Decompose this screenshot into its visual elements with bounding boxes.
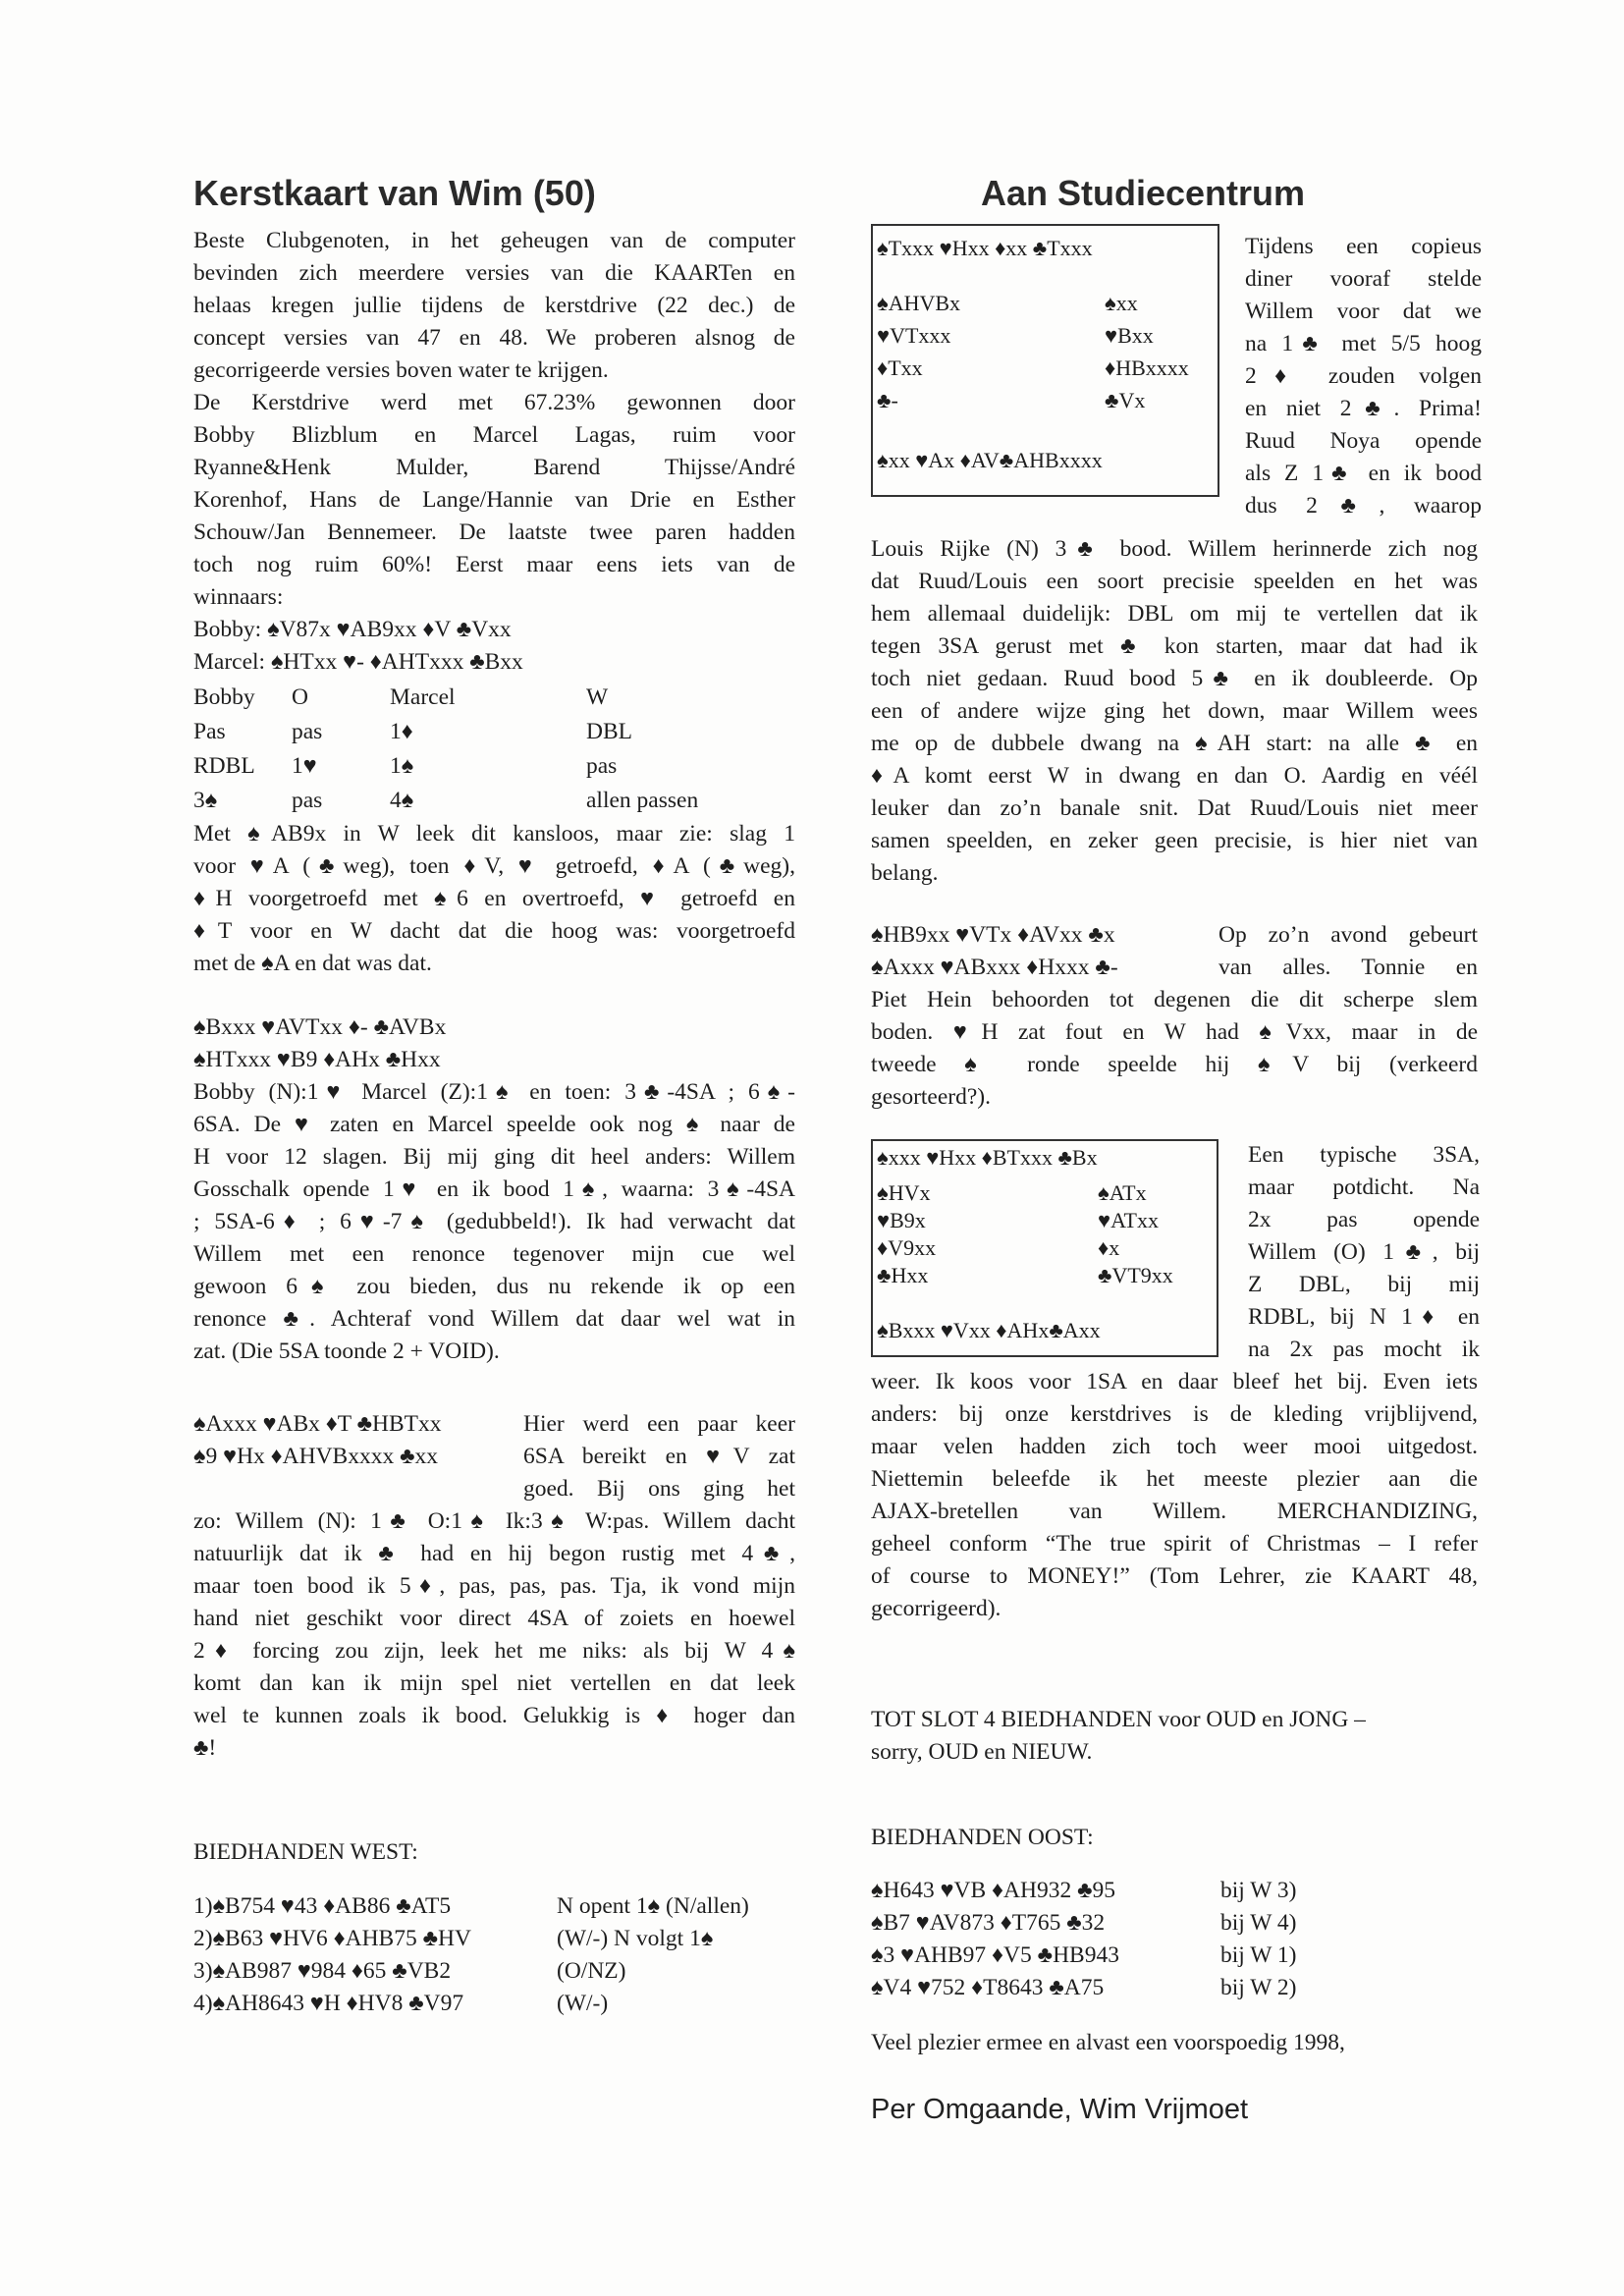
auction-cell: W — [586, 684, 609, 710]
west-hand: ♥VTxxx — [877, 323, 951, 348]
text-line: als Z 1♣ en ik bood — [1245, 461, 1482, 486]
east-hand: ♣VT9xx — [1098, 1263, 1173, 1287]
text-line: ♦T voor en W dacht dat die hoog was: voorgetroefd — [193, 918, 795, 944]
text-line: met de ♠A en dat was dat. — [193, 951, 432, 976]
auction-cell: RDBL — [193, 753, 255, 779]
text-line: na 1♣ met 5/5 hoog — [1245, 331, 1482, 356]
east-hand: ♦x — [1098, 1235, 1120, 1260]
hand-line: ♠Bxxx ♥AVTxx ♦- ♣AVBx — [193, 1014, 447, 1040]
east-hand: ♠V4 ♥752 ♦T8643 ♣A75 — [871, 1975, 1105, 2000]
text-line: Ryanne&Henk Mulder, Barend Thijsse/André — [193, 455, 795, 480]
south-hand: ♠Bxxx ♥Vxx ♦AHx♣Axx — [877, 1318, 1101, 1342]
text-line: helaas kregen jullie tijdens de kerstdrive (22 dec.) de — [193, 293, 795, 318]
text-line: leuker dan zo’n banale snit. Dat Ruud/Louis niet meer — [871, 795, 1478, 821]
text-line: een of andere wijze ging het down, maar Willem wees — [871, 698, 1478, 724]
text-line: hand niet geschikt voor direct 4SA of zoiets en hoewel — [193, 1606, 795, 1631]
east-hand-note: bij W 3) — [1220, 1878, 1297, 1903]
text-line: Tijdens een copieus — [1245, 234, 1482, 259]
east-hand: ♠xx — [1105, 291, 1138, 315]
auction-cell: allen passen — [586, 788, 699, 813]
south-hand: ♠xx ♥Ax ♦AV♣AHBxxxx — [877, 448, 1103, 472]
text-line: De Kerstdrive werd met 67.23% gewonnen door — [193, 390, 795, 415]
text-line: Bobby Blizblum en Marcel Lagas, ruim voor — [193, 422, 795, 448]
text-line: komt dan kan ik mijn spel niet vertellen en dat leek — [193, 1670, 795, 1696]
text-line: of course to MONEY!” (Tom Lehrer, zie KAART 48, — [871, 1563, 1478, 1589]
article-title-left: Kerstkaart van Wim (50) — [193, 173, 596, 213]
east-hand-note: bij W 4) — [1220, 1910, 1297, 1936]
auction-cell: 1♦ — [390, 719, 413, 744]
west-hand-note: (W/-) — [557, 1991, 609, 2016]
west-hand: 2)♠B63 ♥HV6 ♦AHB75 ♣HV — [193, 1926, 471, 1951]
text-line: Korenhof, Hans de Lange/Hannie van Drie en Esther — [193, 487, 795, 513]
auction-cell: 3♠ — [193, 788, 218, 813]
text-line: dat Ruud/Louis een soort precisie speelden en het was — [871, 569, 1478, 594]
signature: Per Omgaande, Wim Vrijmoet — [871, 2094, 1249, 2125]
text-line: 6SA. De ♥ zaten en Marcel speelde ook nog ♠ naar de — [193, 1112, 795, 1137]
text-line: maar toen bood ik 5♦, pas, pas, pas. Tja, ik vond mijn — [193, 1573, 795, 1599]
text-line: Met ♠AB9x in W leek dit kansloos, maar zie: slag 1 — [193, 821, 795, 847]
auction-cell: DBL — [586, 719, 632, 744]
deal-diagram-1 — [871, 224, 1219, 497]
text-line: Willem (O) 1♣, bij — [1248, 1239, 1480, 1265]
text-line: Bobby (N):1♥ Marcel (Z):1♠ en toen: 3♣-4SA ; 6♠- — [193, 1079, 795, 1105]
west-hand-note: (O/NZ) — [557, 1958, 626, 1984]
text-line: Z DBL, bij mij — [1248, 1272, 1480, 1297]
east-hand: ♠B7 ♥AV873 ♦T765 ♣32 — [871, 1910, 1106, 1936]
text-line: boden. ♥H zat fout en W had ♠Vxx, maar in de — [871, 1019, 1478, 1045]
east-hand: ♠ATx — [1098, 1180, 1147, 1205]
auction-cell: O — [292, 684, 308, 710]
east-hand: ♠H643 ♥VB ♦AH932 ♣95 — [871, 1878, 1116, 1903]
auction-cell: Pas — [193, 719, 226, 744]
text-line: van alles. Tonnie en — [1218, 955, 1478, 980]
west-hand: ♦Txx — [877, 355, 923, 380]
text-line: belang. — [871, 860, 939, 886]
text-line: Niettemin beleefde ik het meeste plezier aan die — [871, 1466, 1478, 1492]
text-line: weer. Ik koos voor 1SA en daar bleef het bij. Even iets — [871, 1369, 1478, 1394]
north-hand: ♠Txxx ♥Hxx ♦xx ♣Txxx — [877, 236, 1093, 260]
west-hand: 1)♠B754 ♥43 ♦AB86 ♣AT5 — [193, 1893, 452, 1919]
auction-cell: pas — [586, 753, 618, 779]
east-hand: ♥Bxx — [1105, 323, 1154, 348]
text-line: 6SA bereikt en ♥V zat — [523, 1444, 795, 1469]
text-line: diner vooraf stelde — [1245, 266, 1482, 292]
text-line: tegen 3SA gerust met ♣ kon starten, maar dat had ik — [871, 633, 1478, 659]
text-line: wel te kunnen zoals ik bood. Gelukkig is ♦ hoger dan — [193, 1703, 795, 1728]
hand-line: ♠Axxx ♥ABx ♦T ♣HBTxx — [193, 1411, 442, 1437]
text-line: Louis Rijke (N) 3♣ bood. Willem herinnerde zich nog — [871, 536, 1478, 562]
west-hand: ♦V9xx — [877, 1235, 937, 1260]
west-hand: ♣Hxx — [877, 1263, 929, 1287]
text-line: AJAX-bretellen van Willem. MERCHANDIZING, — [871, 1499, 1478, 1524]
text-line: renonce ♣. Achteraf vond Willem dat daar wel wat in — [193, 1306, 795, 1332]
text-line: concept versies van 47 en 48. We proberen alsnog de — [193, 325, 795, 351]
text-line: dus 2♣, waarop — [1245, 493, 1482, 519]
text-line: maar potdicht. Na — [1248, 1175, 1480, 1200]
west-hand: ♥B9x — [877, 1208, 926, 1232]
auction-cell: pas — [292, 719, 323, 744]
east-hand: ♠3 ♥AHB97 ♦V5 ♣HB943 — [871, 1942, 1119, 1968]
text-line: RDBL, bij N 1♦ en — [1248, 1304, 1480, 1330]
text-line: ♣! — [193, 1735, 217, 1761]
auction-cell: 4♠ — [390, 788, 414, 813]
hand-line: ♠Axxx ♥ABxxx ♦Hxxx ♣- — [871, 955, 1118, 980]
text-line: ♦H voorgetroefd met ♠6 en overtroefd, ♥ getroefd en — [193, 886, 795, 911]
auction-cell: 1♥ — [292, 753, 317, 779]
auction-cell: Bobby — [193, 684, 255, 710]
text-line: Beste Clubgenoten, in het geheugen van de computer — [193, 228, 795, 253]
text-line: gewoon 6♠ zou bieden, dus nu rekende ik op een — [193, 1274, 795, 1299]
text-line: gecorrigeerd). — [871, 1596, 1001, 1621]
text-line: H voor 12 slagen. Bij mij ging dit heel anders: Willem — [193, 1144, 795, 1170]
text-line: tweede ♠ ronde speelde hij ♠V bij (verkeerd — [871, 1052, 1478, 1077]
text-line: ♦A komt eerst W in dwang en dan O. Aardig en véél — [871, 763, 1478, 789]
hand-line: ♠9 ♥Hx ♦AHVBxxxx ♣xx — [193, 1444, 439, 1469]
auction-cell: 1♠ — [390, 753, 414, 779]
auction-cell: pas — [292, 788, 323, 813]
text-line: 2x pas opende — [1248, 1207, 1480, 1232]
text-line: Ruud Noya opende — [1245, 428, 1482, 454]
text-line: hem allemaal duidelijk: DBL om mij te vertellen dat ik — [871, 601, 1478, 627]
text-line: 2♦ zouden volgen — [1245, 363, 1482, 389]
west-hand: 4)♠AH8643 ♥H ♦HV8 ♣V97 — [193, 1991, 464, 2016]
hand-line: ♠HB9xx ♥VTx ♦AVxx ♣x — [871, 922, 1115, 948]
text-line: winnaars: — [193, 584, 284, 610]
text-line: 2♦ forcing zou zijn, leek het me niks: als bij W 4♠ — [193, 1638, 795, 1664]
text-line: zo: Willem (N): 1♣ O:1♠ Ik:3♠ W:pas. Willem dacht — [193, 1508, 795, 1534]
west-hand: ♣- — [877, 388, 898, 412]
text-line: Willem voor dat we — [1245, 299, 1482, 324]
text-line: Een typische 3SA, — [1248, 1142, 1480, 1168]
text-line: samen speelden, en zeker geen precisie, is hier niet van — [871, 828, 1478, 853]
west-hand-note: N opent 1♠ (N/allen) — [557, 1893, 749, 1919]
text-line: anders: bij onze kerstdrives is de kleding vrijblijvend, — [871, 1401, 1478, 1427]
text-line: natuurlijk dat ik ♣ had en hij begon rustig met 4♣, — [193, 1541, 795, 1566]
west-hand-note: (W/-) N volgt 1♠ — [557, 1926, 714, 1951]
article-title-right: Aan Studiecentrum — [981, 173, 1306, 213]
auction-cell: Marcel — [390, 684, 456, 710]
east-hand: ♣Vx — [1105, 388, 1146, 412]
text-line: Gosschalk opende 1♥ en ik bood 1♠, waarna: 3♠-4SA — [193, 1176, 795, 1202]
text-line: Piet Hein behoorden tot degenen die dit scherpe slem — [871, 987, 1478, 1012]
text-line: sorry, OUD en NIEUW. — [871, 1739, 1093, 1765]
text-line: Willem met een renonce tegenover mijn cue wel — [193, 1241, 795, 1267]
text-line: zat. (Die 5SA toonde 2 + VOID). — [193, 1339, 500, 1364]
text-line: ; 5SA-6♦ ; 6♥-7♠ (gedubbeld!). Ik had verwacht dat — [193, 1209, 795, 1234]
west-hand: 3)♠AB987 ♥984 ♦65 ♣VB2 — [193, 1958, 452, 1984]
north-hand: ♠xxx ♥Hxx ♦BTxxx ♣Bx — [877, 1145, 1098, 1170]
east-hand-note: bij W 1) — [1220, 1942, 1297, 1968]
hand-marcel: Marcel: ♠HTxx ♥- ♦AHTxxx ♣Bxx — [193, 649, 523, 675]
text-line: gecorrigeerde versies boven water te krijgen. — [193, 357, 609, 383]
text-line: goed. Bij ons ging het — [523, 1476, 795, 1502]
text-line: maar velen hadden zich toch weer mooi uitgedost. — [871, 1434, 1478, 1459]
text-line: en niet 2♣. Prima! — [1245, 396, 1482, 421]
west-heading: BIEDHANDEN WEST: — [193, 1839, 418, 1865]
hand-bobby: Bobby: ♠V87x ♥AB9xx ♦V ♣Vxx — [193, 617, 512, 642]
text-line: voor ♥A (♣weg), toen ♦V, ♥ getroefd, ♦A (♣weg), — [193, 853, 795, 879]
text-line: Hier werd een paar keer — [523, 1411, 795, 1437]
text-line: bevinden zich meerdere versies van die KAARTen en — [193, 260, 795, 286]
east-hand-note: bij W 2) — [1220, 1975, 1297, 2000]
east-hand: ♥ATxx — [1098, 1208, 1159, 1232]
east-heading: BIEDHANDEN OOST: — [871, 1825, 1094, 1850]
text-line: gesorteerd?). — [871, 1084, 991, 1110]
text-line: toch niet gedaan. Ruud bood 5♣ en ik doubleerde. Op — [871, 666, 1478, 691]
text-line: Op zo’n avond gebeurt — [1218, 922, 1478, 948]
text-line: Schouw/Jan Bennemeer. De laatste twee paren hadden — [193, 519, 795, 545]
west-hand: ♠AHVBx — [877, 291, 961, 315]
text-line: toch nog ruim 60%! Eerst maar eens iets van de — [193, 552, 795, 577]
hand-line: ♠HTxxx ♥B9 ♦AHx ♣Hxx — [193, 1047, 441, 1072]
text-line: me op de dubbele dwang na ♠AH start: na alle ♣ en — [871, 731, 1478, 756]
west-hand: ♠HVx — [877, 1180, 931, 1205]
deal-diagram-2 — [871, 1139, 1218, 1357]
east-hand: ♦HBxxxx — [1105, 355, 1189, 380]
closing-line: Veel plezier ermee en alvast een voorspoedig 1998, — [871, 2030, 1345, 2055]
text-line: TOT SLOT 4 BIEDHANDEN voor OUD en JONG – — [871, 1707, 1366, 1732]
text-line: na 2x pas mocht ik — [1248, 1337, 1480, 1362]
text-line: geheel conform “The true spirit of Christmas – I refer — [871, 1531, 1478, 1557]
